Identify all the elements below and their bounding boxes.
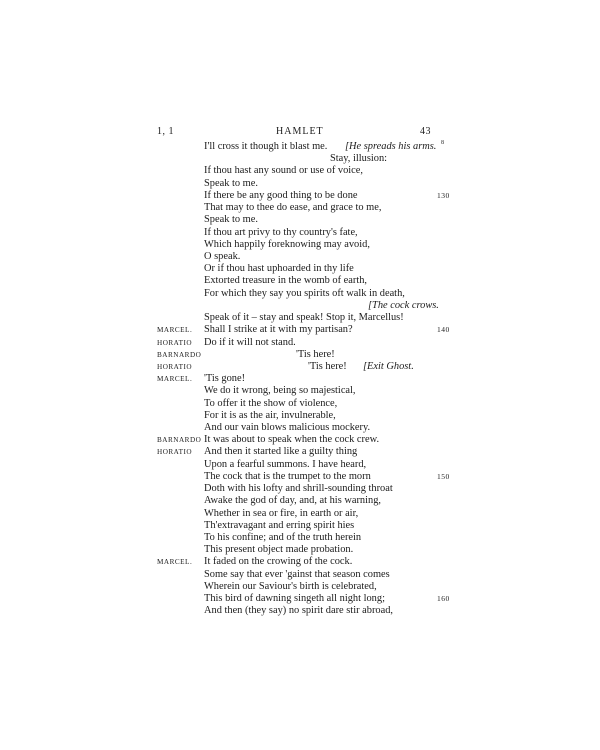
verse-text: Extorted treasure in the womb of earth, xyxy=(204,275,368,287)
verse-text: Shall I strike at it with my partisan? xyxy=(204,324,353,336)
verse-line xyxy=(0,337,600,349)
verse-text: It faded on the crowing of the cock. xyxy=(204,556,353,568)
verse-line xyxy=(0,434,600,446)
verse-line xyxy=(0,459,600,471)
verse-line xyxy=(0,361,600,373)
verse-line xyxy=(0,288,600,300)
speaker-name: BARNARDO xyxy=(157,350,202,359)
verse-text: 'Tis here! xyxy=(308,360,347,372)
verse-line xyxy=(0,165,600,177)
verse-text: Speak to me. xyxy=(204,177,258,189)
verse-text: Upon a fearful summons. I have heard, xyxy=(204,458,367,470)
speaker-name: MARCEL. xyxy=(157,375,193,384)
act-scene-marker: 1, 1 xyxy=(157,126,174,137)
verse-text: Which happily foreknowing may avoid, xyxy=(204,238,370,250)
line-number: 130 xyxy=(437,190,450,200)
verse-line xyxy=(0,410,600,422)
footnote-marker: 8 xyxy=(441,140,444,146)
speaker-name: BARNARDO xyxy=(157,436,202,445)
verse-line xyxy=(0,520,600,532)
verse-text: This bird of dawning singeth all night long; xyxy=(204,593,385,605)
verse-text: 'Tis here! xyxy=(296,348,335,360)
play-text xyxy=(0,141,600,618)
verse-line xyxy=(0,605,600,617)
speaker-name: HORATIO xyxy=(157,338,193,347)
verse-line xyxy=(0,251,600,263)
verse-text: If thou hast any sound or use of voice, xyxy=(204,165,363,177)
line-number: 140 xyxy=(437,325,450,335)
verse-text: To offer it the show of violence, xyxy=(204,397,338,409)
verse-text: The cock that is the trumpet to the morn xyxy=(204,470,371,482)
verse-line xyxy=(0,581,600,593)
verse-text: Do if it will not stand. xyxy=(204,336,296,348)
verse-line xyxy=(0,385,600,397)
verse-line xyxy=(0,239,600,251)
verse-line xyxy=(0,324,600,336)
running-title: HAMLET xyxy=(276,126,324,137)
verse-line xyxy=(0,214,600,226)
verse-text: And then it started like a guilty thing xyxy=(204,446,358,458)
verse-line xyxy=(0,471,600,483)
stage-direction: [Exit Ghost. xyxy=(363,360,414,372)
verse-text: Or if thou hast uphoarded in thy life xyxy=(204,263,354,275)
verse-text: Wherein our Saviour's birth is celebrated, xyxy=(204,580,377,592)
speaker-name: MARCEL. xyxy=(157,326,193,335)
verse-line xyxy=(0,422,600,434)
verse-text: Speak to me. xyxy=(204,214,258,226)
verse-text: Th'extravagant and erring spirit hies xyxy=(204,519,355,531)
verse-line xyxy=(0,495,600,507)
verse-text: Doth with his lofty and shrill-sounding throat xyxy=(204,483,393,495)
verse-line xyxy=(0,508,600,520)
verse-line xyxy=(0,178,600,190)
speaker-name: HORATIO xyxy=(157,362,193,371)
verse-text: O speak. xyxy=(204,250,241,262)
verse-text: Awake the god of day, and, at his warning, xyxy=(204,495,381,507)
verse-text: If thou art privy to thy country's fate, xyxy=(204,226,358,238)
verse-line xyxy=(0,300,600,312)
line-number: 160 xyxy=(437,594,450,604)
verse-text: Speak of it – stay and speak! Stop it, Marcellus! xyxy=(204,312,404,324)
verse-text: That may to thee do ease, and grace to me, xyxy=(204,202,382,214)
running-header xyxy=(0,126,600,140)
verse-text: We do it wrong, being so majestical, xyxy=(204,385,356,397)
verse-line xyxy=(0,483,600,495)
verse-line xyxy=(0,556,600,568)
verse-line xyxy=(0,593,600,605)
verse-text: 'Tis gone! xyxy=(204,373,246,385)
stage-direction: [He spreads his arms. xyxy=(345,141,437,152)
verse-text: It was about to speak when the cock crew. xyxy=(204,434,380,446)
verse-text: To his confine; and of the truth herein xyxy=(204,532,362,543)
verse-line xyxy=(0,312,600,324)
verse-line xyxy=(0,263,600,275)
verse-line xyxy=(0,373,600,385)
verse-text: Some say that ever 'gainst that season comes xyxy=(204,568,390,580)
verse-text: And then (they say) no spirit dare stir abroad, xyxy=(204,605,393,617)
verse-line xyxy=(0,446,600,458)
verse-line xyxy=(0,532,600,544)
verse-line xyxy=(0,569,600,581)
verse-text: For it is as the air, invulnerable, xyxy=(204,409,336,421)
verse-line xyxy=(0,141,600,153)
verse-text: For which they say you spirits oft walk in death, xyxy=(204,287,405,299)
verse-text: If there be any good thing to be done xyxy=(204,189,358,201)
verse-text: And our vain blows malicious mockery. xyxy=(204,422,371,434)
verse-line xyxy=(0,544,600,556)
verse-text: Stay, illusion: xyxy=(330,153,388,165)
verse-text: This present object made probation. xyxy=(204,544,354,556)
verse-text: Whether in sea or fire, in earth or air, xyxy=(204,507,359,519)
speaker-name: HORATIO xyxy=(157,448,193,457)
speaker-name: MARCEL. xyxy=(157,558,193,567)
verse-line xyxy=(0,398,600,410)
stage-direction: [The cock crows. xyxy=(368,299,439,311)
line-number: 150 xyxy=(437,471,450,481)
page-number: 43 xyxy=(420,126,431,137)
verse-line xyxy=(0,153,600,165)
verse-line xyxy=(0,349,600,361)
verse-line xyxy=(0,190,600,202)
verse-line xyxy=(0,275,600,287)
verse-text: I'll cross it though it blast me. xyxy=(204,141,328,152)
verse-line xyxy=(0,227,600,239)
verse-line xyxy=(0,202,600,214)
